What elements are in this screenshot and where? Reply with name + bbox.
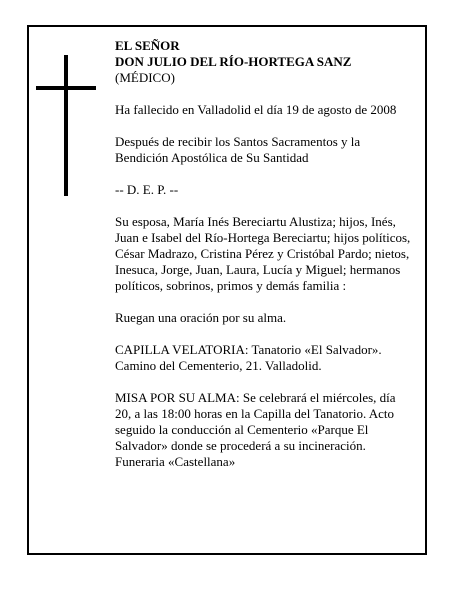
obituary-heading bbox=[115, 38, 415, 86]
funeral-home-text: Funeraria «Castellana» bbox=[115, 454, 236, 469]
chapel-text: CAPILLA VELATORIA: Tanatorio «El Salvador». Camino del Cementerio, 21. Valladolid. bbox=[115, 342, 382, 373]
mass-text: MISA POR SU ALMA: Se celebrará el miércoles, día 20, a las 18:00 horas en la Capilla del Tanatorio. Acto seguido la conducción al Cementerio «Parque El Salvador» donde se procederá a su incineración. bbox=[115, 390, 396, 453]
deceased-profession: (MÉDICO) bbox=[115, 70, 175, 85]
title-line-1: EL SEÑOR bbox=[115, 38, 180, 53]
cross-icon-vertical-bar bbox=[64, 55, 68, 196]
family-text: Su esposa, María Inés Bereciartu Alustiza; hijos, Inés, Juan e Isabel del Río-Hortega Bereciartu; hijos políticos, César Madrazo, Cristina Pérez y Cristóbal Pardo; nietos, Inesuca, Jorge, Juan, Laura, Lucía y Miguel; hermanos políticos, sobrinos, primos y demás familia : bbox=[115, 214, 411, 293]
prayer-text: Ruegan una oración por su alma. bbox=[115, 310, 287, 325]
obituary-content bbox=[115, 38, 415, 486]
rip-text: -- D. E. P. -- bbox=[115, 182, 179, 197]
death-notice: Ha fallecido en Valladolid el día 19 de agosto de 2008 bbox=[115, 102, 397, 117]
deceased-name: DON JULIO DEL RÍO-HORTEGA SANZ bbox=[115, 54, 352, 69]
cross-icon-horizontal-bar bbox=[36, 86, 96, 90]
sacraments-text: Después de recibir los Santos Sacramentos y la Bendición Apostólica de Su Santidad bbox=[115, 134, 361, 165]
